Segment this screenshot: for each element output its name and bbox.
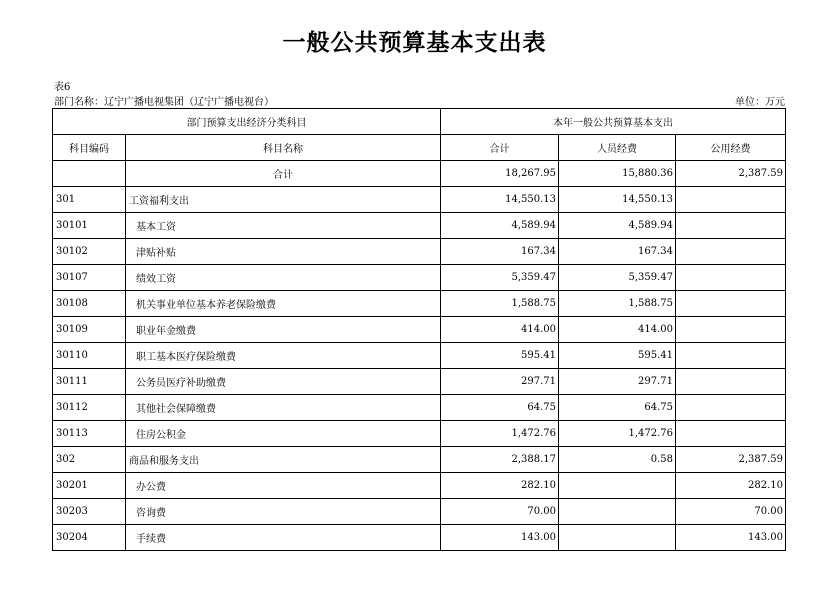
row-code: 30101: [53, 213, 126, 239]
row-personnel: 0.58: [559, 447, 676, 473]
row-code: 301: [53, 187, 126, 213]
row-total: 5,359.47: [441, 265, 559, 291]
row-personnel: [559, 473, 676, 499]
header-name: 科目名称: [126, 135, 441, 161]
row-code: 30201: [53, 473, 126, 499]
row-total: 4,589.94: [441, 213, 559, 239]
budget-table: [52, 108, 786, 551]
row-public: [676, 239, 786, 265]
row-personnel: 1,472.76: [559, 421, 676, 447]
row-code: 30113: [53, 421, 126, 447]
row-code: 30203: [53, 499, 126, 525]
table-row: [53, 291, 786, 317]
row-name: 津贴补贴: [126, 239, 441, 265]
row-total: 282.10: [441, 473, 559, 499]
row-code: 30204: [53, 525, 126, 551]
row-code: 30108: [53, 291, 126, 317]
row-code: 30112: [53, 395, 126, 421]
row-total: 2,388.17: [441, 447, 559, 473]
total-row: [53, 161, 786, 187]
header-personnel: 人员经费: [559, 135, 676, 161]
row-name: 机关事业单位基本养老保险缴费: [126, 291, 441, 317]
table-row: [53, 499, 786, 525]
row-name: 其他社会保障缴费: [126, 395, 441, 421]
row-total: 167.34: [441, 239, 559, 265]
total-code: [53, 161, 126, 187]
row-code: 30109: [53, 317, 126, 343]
row-total: 14,550.13: [441, 187, 559, 213]
row-public: [676, 421, 786, 447]
row-total: 64.75: [441, 395, 559, 421]
row-code: 302: [53, 447, 126, 473]
row-name: 手续费: [126, 525, 441, 551]
row-total: 414.00: [441, 317, 559, 343]
header-basic-expenditure: 本年一般公共预算基本支出: [441, 109, 786, 135]
table-number: 表6: [54, 82, 71, 93]
row-name: 商品和服务支出: [126, 447, 441, 473]
total-public: 2,387.59: [676, 161, 786, 187]
row-public: [676, 369, 786, 395]
row-name: 绩效工资: [126, 265, 441, 291]
row-public: 143.00: [676, 525, 786, 551]
header-code: 科目编码: [53, 135, 126, 161]
row-personnel: 297.71: [559, 369, 676, 395]
row-code: 30102: [53, 239, 126, 265]
row-name: 办公费: [126, 473, 441, 499]
header-column-row: [53, 135, 786, 161]
row-public: [676, 317, 786, 343]
row-name: 基本工资: [126, 213, 441, 239]
total-total: 18,267.95: [441, 161, 559, 187]
row-personnel: 414.00: [559, 317, 676, 343]
row-name: 工资福利支出: [126, 187, 441, 213]
header-economic-class: 部门预算支出经济分类科目: [53, 109, 441, 135]
table-row: [53, 239, 786, 265]
row-public: [676, 291, 786, 317]
row-name: 公务员医疗补助缴费: [126, 369, 441, 395]
row-personnel: 167.34: [559, 239, 676, 265]
row-personnel: 4,589.94: [559, 213, 676, 239]
table-row: [53, 317, 786, 343]
row-public: [676, 187, 786, 213]
row-personnel: 1,588.75: [559, 291, 676, 317]
table-row: [53, 265, 786, 291]
row-total: 143.00: [441, 525, 559, 551]
header-total: 合计: [441, 135, 559, 161]
table-row: [53, 213, 786, 239]
unit-label: 单位：万元: [735, 97, 785, 108]
table-row: [53, 421, 786, 447]
header-group-row: [53, 109, 786, 135]
total-personnel: 15,880.36: [559, 161, 676, 187]
row-name: 职工基本医疗保险缴费: [126, 343, 441, 369]
table-row: [53, 369, 786, 395]
row-code: 30111: [53, 369, 126, 395]
row-total: 1,588.75: [441, 291, 559, 317]
table-row: [53, 187, 786, 213]
row-total: 297.71: [441, 369, 559, 395]
table-row: [53, 343, 786, 369]
table-row: [53, 395, 786, 421]
row-personnel: [559, 499, 676, 525]
row-public: 282.10: [676, 473, 786, 499]
table-row: [53, 525, 786, 551]
row-personnel: 64.75: [559, 395, 676, 421]
row-personnel: 595.41: [559, 343, 676, 369]
row-total: 595.41: [441, 343, 559, 369]
row-code: 30110: [53, 343, 126, 369]
row-total: 1,472.76: [441, 421, 559, 447]
row-public: 2,387.59: [676, 447, 786, 473]
department-name: 部门名称：辽宁广播电视集团（辽宁广播电视台）: [54, 97, 274, 108]
page-title: 一般公共预算基本支出表: [282, 30, 547, 56]
row-total: 70.00: [441, 499, 559, 525]
table-row: [53, 473, 786, 499]
row-public: [676, 265, 786, 291]
header-public: 公用经费: [676, 135, 786, 161]
total-label: 合计: [126, 161, 441, 187]
row-public: [676, 395, 786, 421]
row-name: 职业年金缴费: [126, 317, 441, 343]
row-code: 30107: [53, 265, 126, 291]
table-row: [53, 447, 786, 473]
row-public: [676, 213, 786, 239]
row-personnel: 14,550.13: [559, 187, 676, 213]
row-public: [676, 343, 786, 369]
row-personnel: 5,359.47: [559, 265, 676, 291]
row-name: 咨询费: [126, 499, 441, 525]
row-name: 住房公积金: [126, 421, 441, 447]
row-personnel: [559, 525, 676, 551]
row-public: 70.00: [676, 499, 786, 525]
